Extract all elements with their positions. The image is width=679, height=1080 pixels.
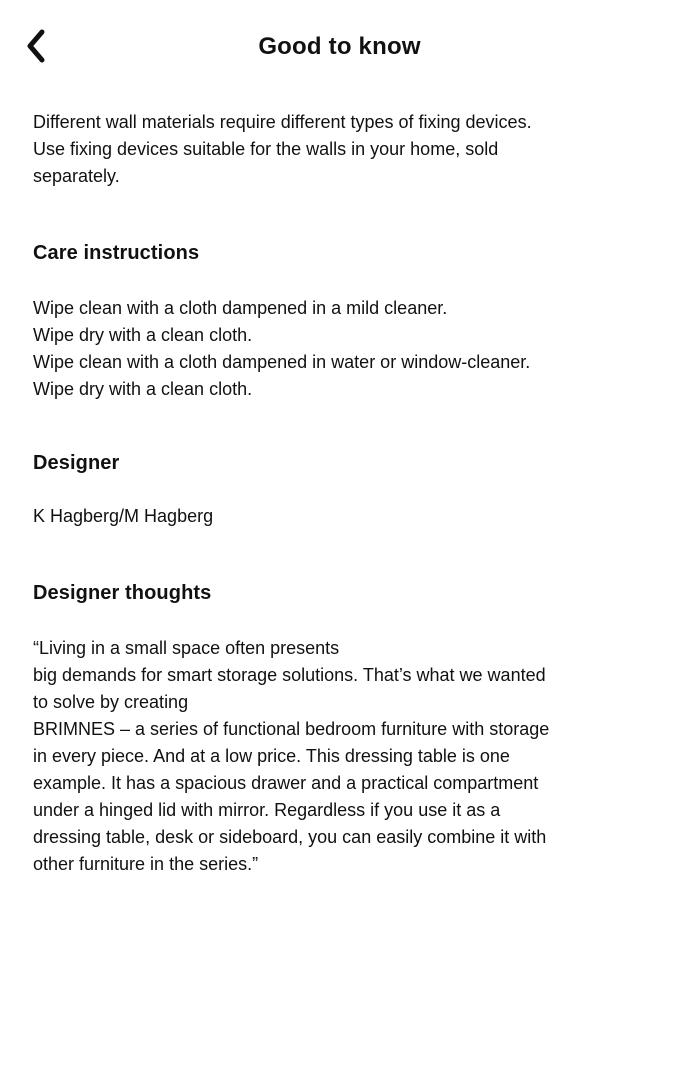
- text-line: separately.: [33, 166, 120, 186]
- text-line: BRIMNES – a series of functional bedroom furniture with storage: [33, 719, 550, 739]
- care-instructions-paragraph: [33, 295, 646, 403]
- text-line: Different wall materials require different types of fixing devices.: [33, 112, 532, 132]
- designer-thoughts-heading: Designer thoughts: [33, 582, 212, 604]
- text-line: example. It has a spacious drawer and a practical compartment: [33, 773, 539, 793]
- text-line: Wipe clean with a cloth dampened in water or window-cleaner.: [33, 352, 531, 372]
- text-line: Wipe dry with a clean cloth.: [33, 379, 253, 399]
- text-line: Wipe clean with a cloth dampened in a mild cleaner.: [33, 298, 448, 318]
- text-line: big demands for smart storage solutions. That’s what we wanted: [33, 665, 546, 685]
- header: [0, 0, 679, 90]
- designer-thoughts-paragraph: [33, 635, 646, 878]
- text-line: Use fixing devices suitable for the walls in your home, sold: [33, 139, 499, 159]
- text-line: Wipe dry with a clean cloth.: [33, 325, 253, 345]
- text-line: dressing table, desk or sideboard, you can easily combine it with: [33, 827, 547, 847]
- page-title: Good to know: [258, 33, 421, 60]
- text-line: to solve by creating: [33, 692, 189, 712]
- care-instructions-heading: Care instructions: [33, 242, 200, 264]
- text-line: in every piece. And at a low price. This dressing table is one: [33, 746, 510, 766]
- intro-paragraph: [33, 109, 646, 190]
- text-line: under a hinged lid with mirror. Regardless if you use it as a: [33, 800, 501, 820]
- content: [0, 109, 679, 878]
- designer-name: K Hagberg/M Hagberg: [33, 506, 214, 526]
- text-line: other furniture in the series.”: [33, 854, 259, 874]
- text-line: “Living in a small space often presents: [33, 638, 340, 658]
- designer-heading: Designer: [33, 452, 120, 474]
